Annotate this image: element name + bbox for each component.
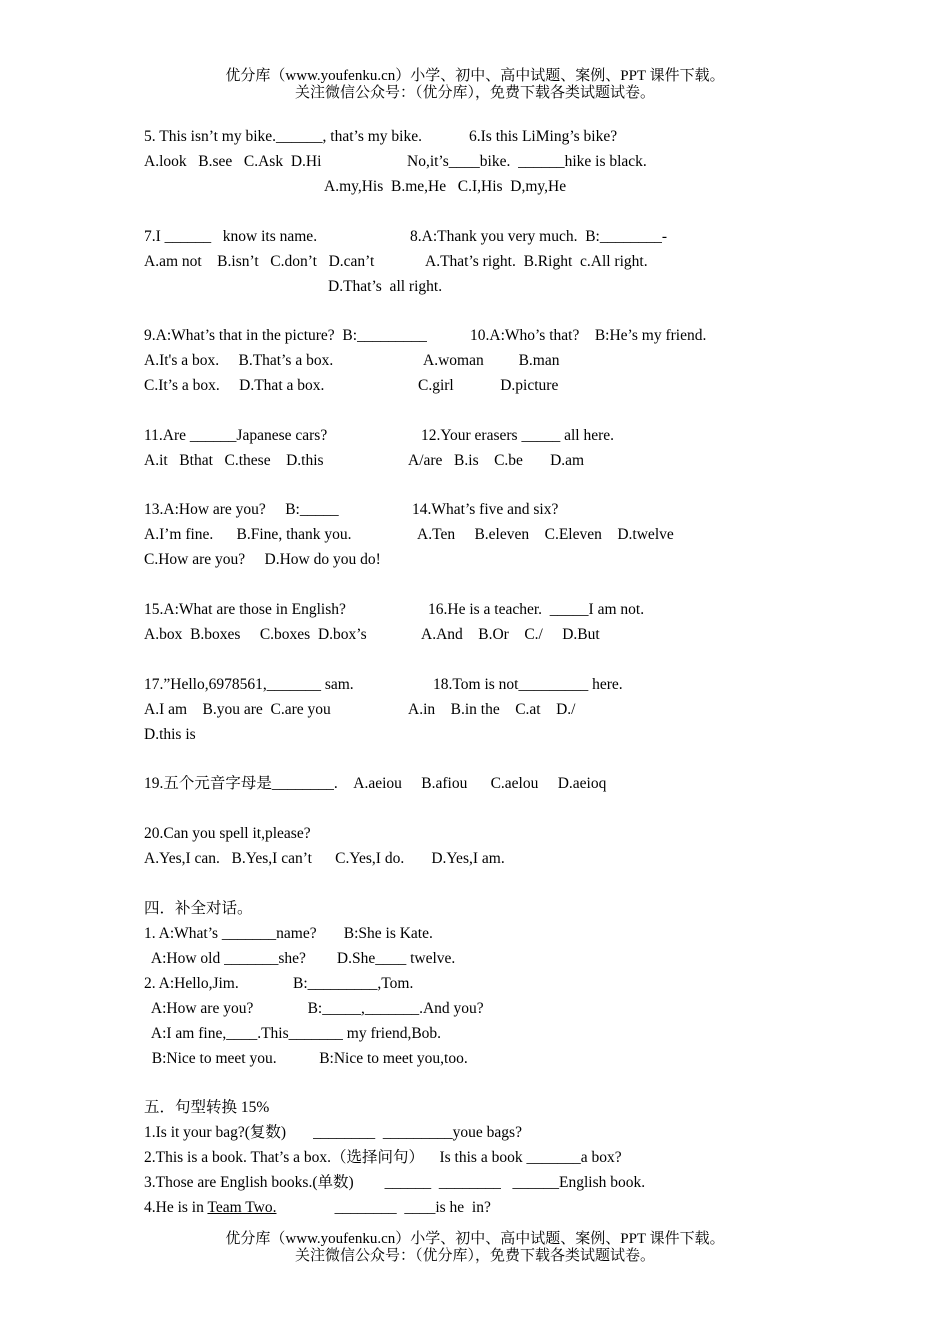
section-5-line-2: 2.This is a book. That’s a box.（选择问句） Is this a book _______a box? — [144, 1149, 622, 1166]
question-15-options: A.box B.boxes C.boxes D.box’s — [144, 626, 367, 643]
question-11-stem: 11.Are ______Japanese cars? — [144, 427, 328, 444]
question-10-stem: 10.A:Who’s that? B:He’s my friend. — [470, 327, 707, 344]
question-16-stem: 16.He is a teacher. _____I am not. — [428, 601, 645, 618]
question-13-options-a: A.I’m fine. B.Fine, thank you. — [144, 526, 352, 543]
page-footer — [0, 1231, 950, 1265]
section-5-line-3: 3.Those are English books.(单数) ______ ________ ______English book. — [144, 1174, 646, 1191]
section-5-line-1: 1.Is it your bag?(复数) ________ _________youe bags? — [144, 1124, 522, 1141]
question-20-options: A.Yes,I can. B.Yes,I can’t C.Yes,I do. D.Yes,I am. — [144, 850, 505, 867]
section-4-line-2: A:How old _______she? D.She____ twelve. — [144, 950, 456, 967]
question-8-stem: 8.A:Thank you very much. B:________- — [410, 228, 668, 245]
question-17-options: A.I am B.you are C.are you — [144, 701, 331, 718]
question-20-stem: 20.Can you spell it,please? — [144, 825, 311, 842]
question-9-options-b: C.It’s a box. D.That a box. — [144, 377, 325, 394]
section-4-line-5: A:I am fine,____.This_______ my friend,Bob. — [144, 1025, 442, 1042]
question-12-stem: 12.Your erasers _____ all here. — [421, 427, 614, 444]
question-13-stem: 13.A:How are you? B:_____ — [144, 501, 339, 518]
question-6-line2: No,it’s____bike. ______hike is black. — [407, 153, 647, 170]
footer-line-1: 优分库（www.youfenku.cn）小学、初中、高中试题、案例、PPT 课件下载。 — [225, 1231, 725, 1247]
section-4-line-6: B:Nice to meet you. B:Nice to meet you,too. — [144, 1050, 468, 1067]
page-header — [0, 68, 950, 102]
section-5-line-4-underlined: Team Two. — [207, 1199, 277, 1216]
question-13-options-b: C.How are you? D.How do you do! — [144, 551, 381, 568]
question-9-options-a: A.It's a box. B.That’s a box. — [144, 352, 334, 369]
section-4-title: 四．补全对话。 — [144, 900, 253, 917]
question-16-options: A.And B.Or C./ D.But — [421, 626, 600, 643]
section-5-line-4-suffix: ________ ____is he in? — [276, 1199, 491, 1216]
question-15-stem: 15.A:What are those in English? — [144, 601, 346, 618]
question-14-options: A.Ten B.eleven C.Eleven D.twelve — [417, 526, 674, 543]
section-5-title: 五．句型转换 15% — [144, 1099, 270, 1116]
question-18-stem: 18.Tom is not_________ here. — [433, 676, 623, 693]
question-7-options: A.am not B.isn’t C.don’t D.can’t — [144, 253, 375, 270]
question-10-options-b: C.girl D.picture — [418, 377, 559, 394]
question-11-options: A.it Bthat C.these D.this — [144, 452, 324, 469]
question-12-options: A/are B.is C.be D.am — [408, 452, 585, 469]
section-5-line-4-prefix: 4.He is in — [144, 1199, 208, 1216]
section-4-line-4: A:How are you? B:_____,_______.And you? — [144, 1000, 484, 1017]
question-10-options-a: A.woman B.man — [423, 352, 560, 369]
section-4-line-3: 2. A:Hello,Jim. B:_________,Tom. — [144, 975, 414, 992]
question-8-options-a: A.That’s right. B.Right c.All right. — [425, 253, 648, 270]
question-9-stem: 9.A:What’s that in the picture? B:_________ — [144, 327, 427, 344]
question-19: 19.五个元音字母是________. A.aeiou B.afiou C.aelou D.aeioq — [144, 775, 607, 792]
section-5-line-4 — [144, 1198, 491, 1218]
question-5-stem: 5. This isn’t my bike.______, that’s my bike. — [144, 128, 422, 145]
question-17-options-b: D.this is — [144, 726, 196, 743]
question-8-options-b: D.That’s all right. — [328, 278, 443, 295]
question-6-options: A.my,His B.me,He C.I,His D,my,He — [324, 178, 567, 195]
footer-line-2: 关注微信公众号：（优分库），免费下载各类试题试卷。 — [294, 1248, 655, 1264]
question-18-options: A.in B.in the C.at D./ — [408, 701, 576, 718]
section-4-line-1: 1. A:What’s _______name? B:She is Kate. — [144, 925, 433, 942]
question-7-stem: 7.I ______ know its name. — [144, 228, 318, 245]
header-line-1: 优分库（www.youfenku.cn）小学、初中、高中试题、案例、PPT 课件下载。 — [225, 68, 725, 84]
question-14-stem: 14.What’s five and six? — [412, 501, 559, 518]
question-17-stem: 17.”Hello,6978561,_______ sam. — [144, 676, 354, 693]
question-5-options: A.look B.see C.Ask D.Hi — [144, 153, 322, 170]
header-line-2: 关注微信公众号：（优分库），免费下载各类试题试卷。 — [294, 85, 655, 101]
question-6-stem: 6.Is this LiMing’s bike? — [469, 128, 618, 145]
